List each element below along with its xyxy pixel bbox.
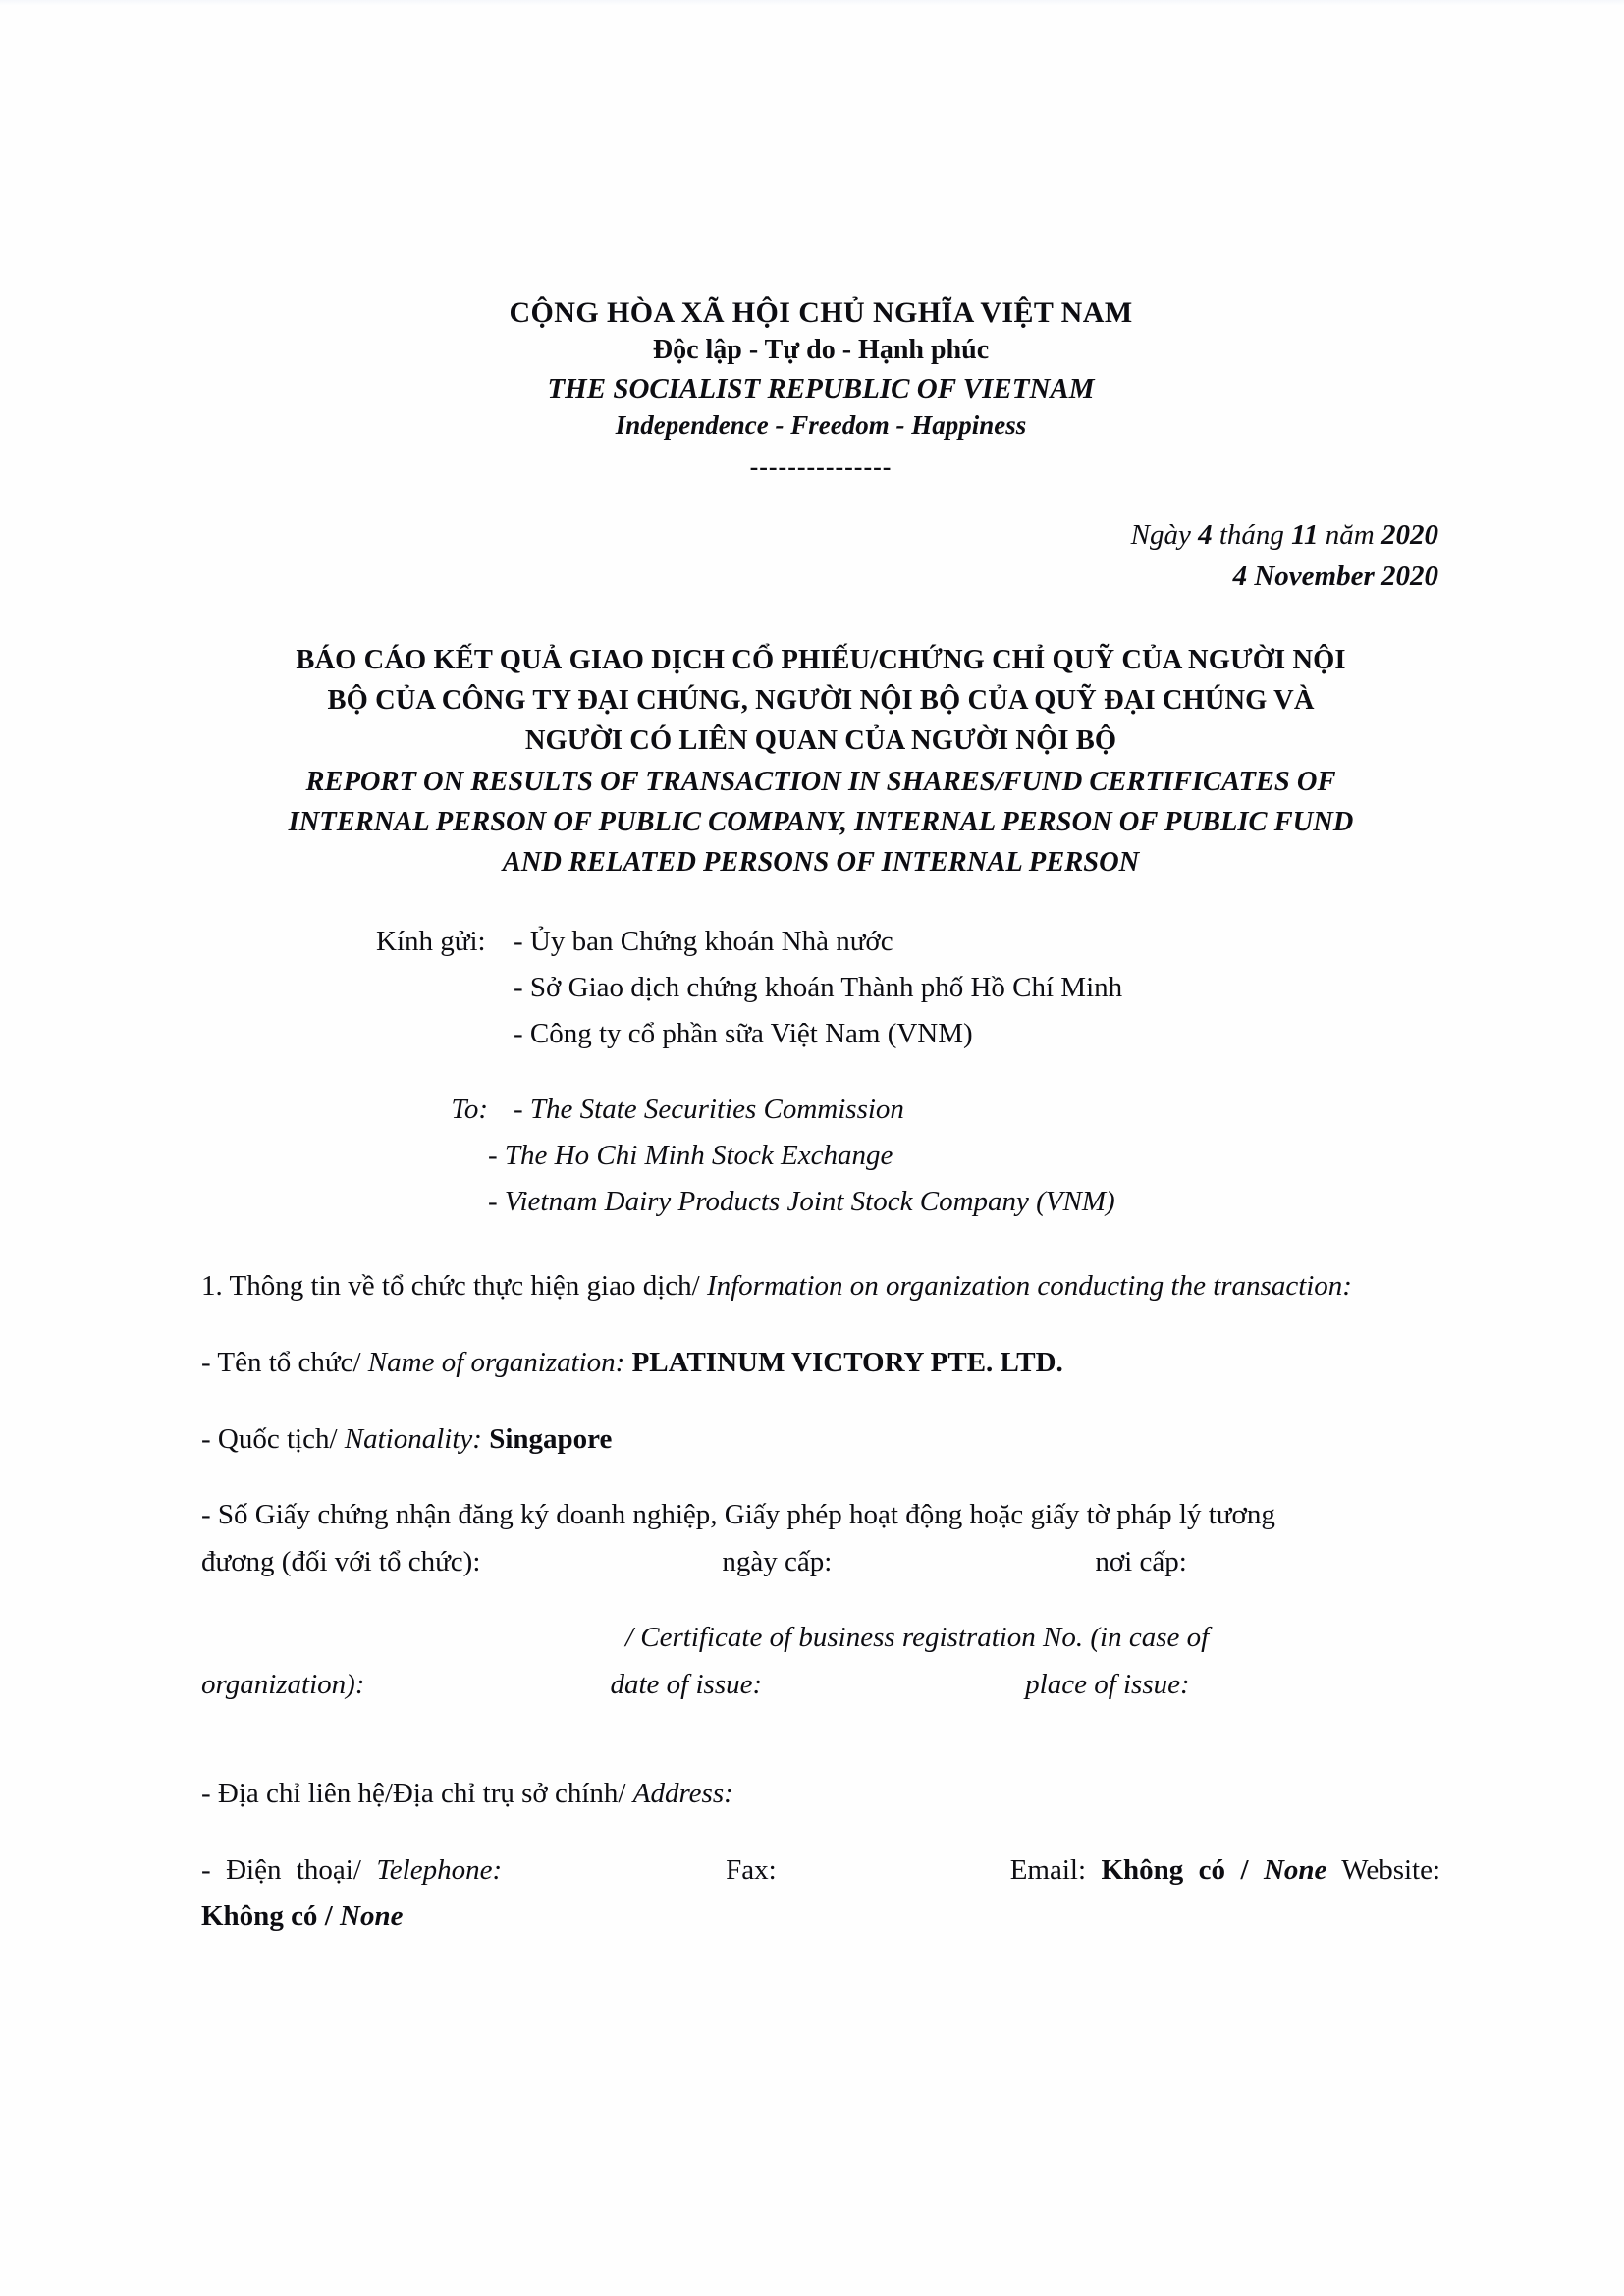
document-title	[201, 640, 1440, 883]
org-name-label-vi: - Tên tổ chức/	[201, 1347, 361, 1379]
title-line-vi-1: BÁO CÁO KẾT QUẢ GIAO DỊCH CỔ PHIẾU/CHỨNG CHỈ QUỸ CỦA NGƯỜI NỘI	[296, 644, 1346, 675]
recipient-row	[376, 1011, 1440, 1057]
address-row	[201, 1771, 1440, 1818]
registration-equivalent-label: đương (đối với tổ chức):	[201, 1545, 481, 1577]
country-name-en: THE SOCIALIST REPUBLIC OF VIETNAM	[547, 373, 1095, 405]
national-motto-vi: Độc lập - Tự do - Hạnh phúc	[652, 335, 990, 366]
section-1	[201, 1263, 1440, 1940]
telephone-label-vi: - Điện thoại/	[201, 1853, 361, 1886]
recipient-item-en-3: - Vietnam Dairy Products Joint Stock Company (VNM)	[488, 1185, 1115, 1217]
email-value-en: None	[1263, 1853, 1327, 1886]
nationality-value: Singapore	[489, 1422, 613, 1455]
registration-line-2-vi	[201, 1539, 1440, 1586]
date-year-word: năm	[1325, 519, 1375, 552]
email-value-separator: /	[1240, 1853, 1249, 1886]
header-divider: ---------------	[749, 453, 893, 482]
nationality-label-vi: - Quốc tịch/	[201, 1422, 338, 1455]
recipient-item-en-2: - The Ho Chi Minh Stock Exchange	[488, 1139, 893, 1171]
recipients-vietnamese	[376, 919, 1440, 1057]
date-month-word: tháng	[1218, 519, 1284, 552]
national-header	[201, 294, 1440, 480]
address-label-vi: - Địa chỉ liên hệ/Địa chỉ trụ sở chính/	[201, 1778, 626, 1810]
business-registration-vi	[201, 1492, 1440, 1585]
organization-name-row	[201, 1340, 1440, 1387]
website-value-vi: Không có	[201, 1900, 318, 1933]
recipient-row	[376, 1087, 1440, 1133]
section-1-heading-en: Information on organization conducting the transaction:	[706, 1270, 1352, 1303]
recipient-row	[376, 1179, 1440, 1225]
issue-place-label-en: place of issue:	[1025, 1668, 1190, 1700]
recipient-item-en-1: - The State Securities Commission	[514, 1093, 904, 1125]
recipient-row	[376, 919, 1440, 965]
org-name-value: PLATINUM VICTORY PTE. LTD.	[631, 1347, 1063, 1379]
address-label-en: Address:	[632, 1778, 733, 1810]
national-motto-en: Independence - Freedom - Happiness	[615, 410, 1027, 441]
title-line-en-1: REPORT ON RESULTS OF TRANSACTION IN SHARES/FUND CERTIFICATES OF	[305, 766, 1336, 797]
issue-date-label-vi: ngày cấp:	[722, 1545, 833, 1577]
telephone-label-en: Telephone:	[376, 1853, 503, 1886]
fax-label: Fax:	[726, 1853, 777, 1886]
email-label: Email:	[1009, 1853, 1087, 1886]
nationality-row	[201, 1416, 1440, 1464]
vertical-gap	[201, 1737, 1440, 1771]
date-year: 2020	[1381, 519, 1438, 552]
email-value-vi: Không có	[1101, 1853, 1226, 1886]
recipient-row	[376, 1133, 1440, 1179]
organization-label-en: organization):	[201, 1668, 365, 1700]
recipient-item-vi-1: - Ủy ban Chứng khoán Nhà nước	[514, 925, 893, 957]
date-prefix-vi: Ngày	[1130, 519, 1191, 552]
registration-line-1-vi: - Số Giấy chứng nhận đăng ký doanh nghiệp, Giấy phép hoạt động hoặc giấy tờ pháp lý tương	[201, 1499, 1275, 1531]
date-block	[201, 515, 1440, 596]
document-content	[201, 0, 1440, 1941]
section-1-heading-vi: 1. Thông tin về tổ chức thực hiện giao dịch/	[201, 1270, 700, 1303]
recipients-label-en: To:	[451, 1093, 488, 1125]
date-english: 4 November 2020	[1232, 560, 1438, 592]
recipients-english	[376, 1087, 1440, 1225]
title-line-en-3: AND RELATED PERSONS OF INTERNAL PERSON	[502, 847, 1140, 879]
date-month: 11	[1291, 519, 1319, 552]
website-label: Website:	[1341, 1853, 1441, 1886]
title-line-vi-2: BỘ CỦA CÔNG TY ĐẠI CHÚNG, NGƯỜI NỘI BỘ CỦA QUỸ ĐẠI CHÚNG VÀ	[327, 685, 1315, 717]
recipient-row	[376, 965, 1440, 1011]
nationality-label-en: Nationality:	[344, 1422, 482, 1455]
country-name-vi: CỘNG HÒA XÃ HỘI CHỦ NGHĨA VIỆT NAM	[509, 296, 1133, 329]
business-registration-en	[201, 1615, 1440, 1708]
issue-place-label-vi: nơi cấp:	[1095, 1545, 1187, 1577]
recipients-label-vi: Kính gửi:	[376, 925, 486, 957]
registration-line-2-en	[201, 1662, 1440, 1709]
title-line-en-2: INTERNAL PERSON OF PUBLIC COMPANY, INTERNAL PERSON OF PUBLIC FUND	[288, 807, 1354, 838]
org-name-label-en: Name of organization:	[367, 1347, 625, 1379]
recipient-item-vi-3: - Công ty cổ phần sữa Việt Nam (VNM)	[514, 1017, 973, 1049]
title-line-vi-3: NGƯỜI CÓ LIÊN QUAN CỦA NGƯỜI NỘI BỘ	[524, 725, 1117, 757]
website-value-separator: /	[324, 1900, 333, 1933]
recipient-item-vi-2: - Sở Giao dịch chứng khoán Thành phố Hồ Chí Minh	[514, 971, 1123, 1003]
website-value-en: None	[340, 1900, 404, 1933]
section-1-heading	[201, 1263, 1440, 1310]
date-vietnamese	[201, 515, 1438, 556]
date-day: 4	[1198, 519, 1213, 552]
contact-row	[201, 1847, 1440, 1941]
issue-date-label-en: date of issue:	[610, 1668, 763, 1700]
registration-line-1-en: / Certificate of business registration No. (in case of	[625, 1622, 1210, 1654]
